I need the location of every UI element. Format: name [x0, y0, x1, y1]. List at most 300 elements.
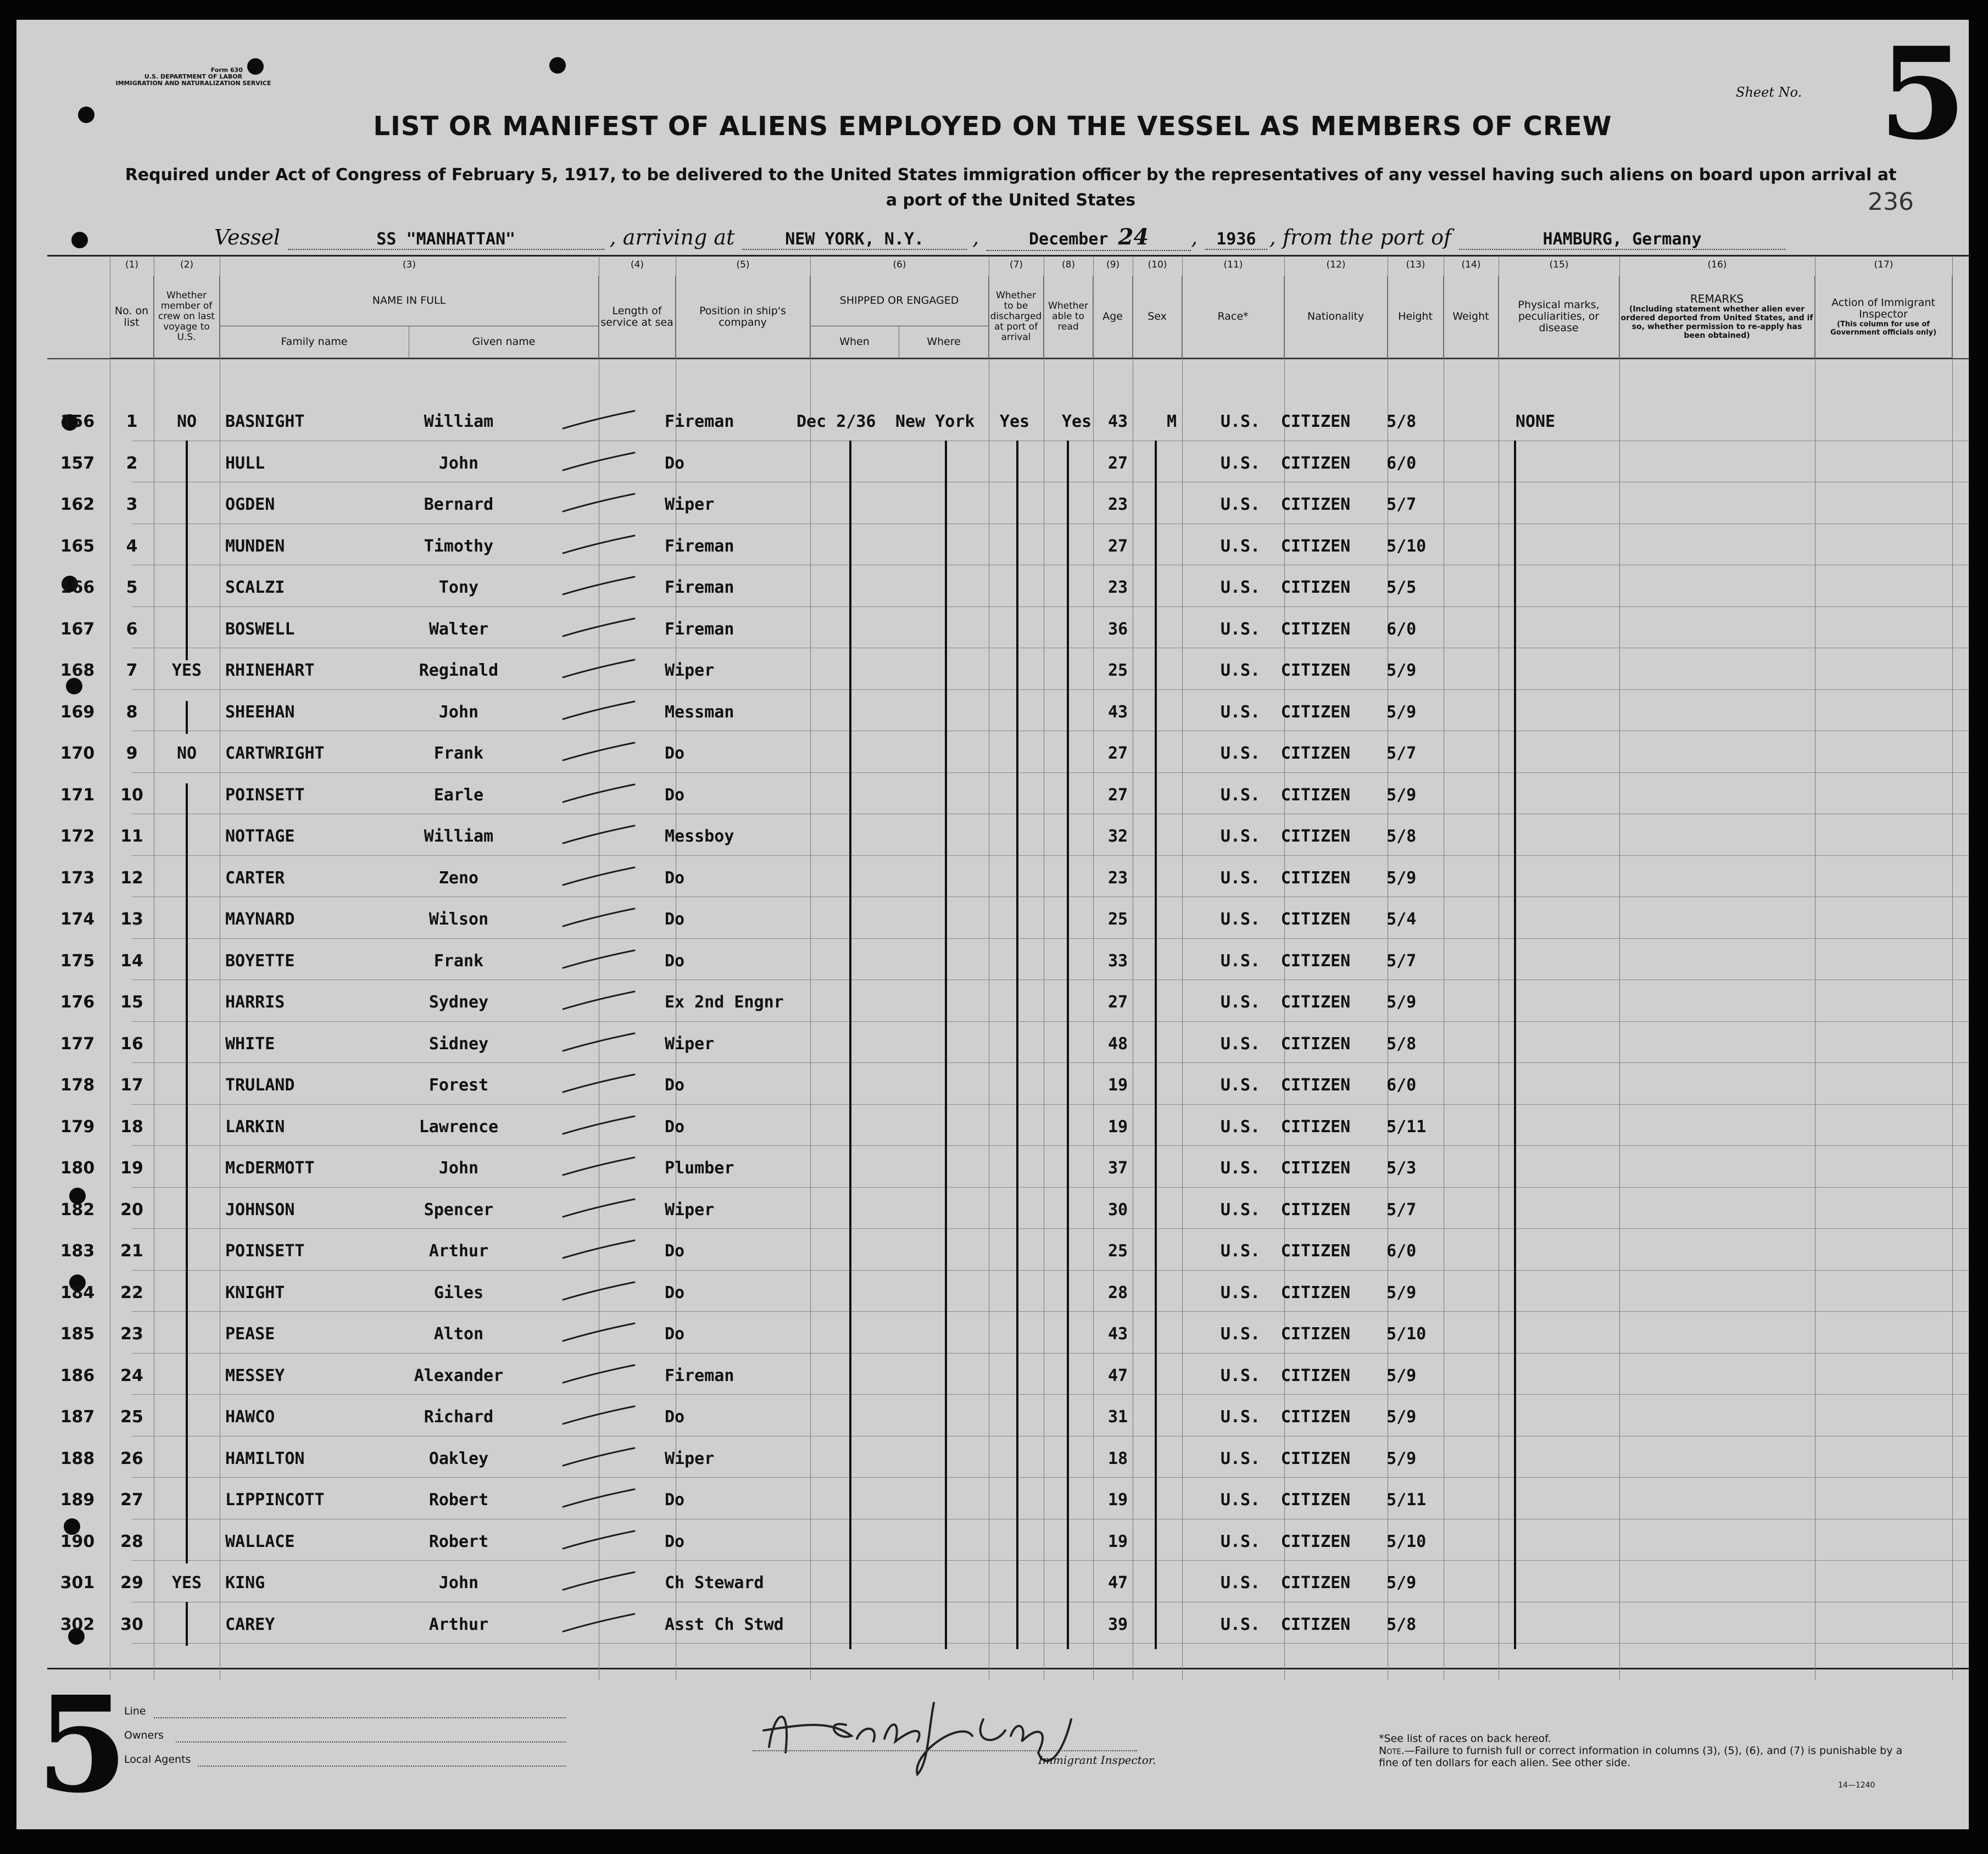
row-number: 23 [120, 1324, 143, 1344]
height: 5/9 [1386, 1283, 1417, 1302]
header-inspector-title: Action of Immigrant Inspector [1831, 296, 1935, 320]
service-tick-mark [558, 1155, 640, 1177]
nationality: CITIZEN [1280, 1449, 1351, 1468]
manifest-page [16, 20, 1969, 1829]
sheet-number: 182 [60, 1200, 95, 1220]
given-name: Reginald [419, 661, 499, 680]
line-label: Line [124, 1705, 146, 1717]
family-name: OGDEN [225, 495, 275, 514]
family-name: CARTER [225, 868, 285, 888]
height: 5/5 [1386, 578, 1417, 597]
height: 5/8 [1386, 1034, 1417, 1054]
race: U.S. [1220, 1117, 1261, 1137]
family-name: CARTWRIGHT [225, 744, 325, 763]
service-tick-mark [558, 409, 640, 431]
age: 25 [1107, 910, 1128, 929]
family-name: POINSETT [225, 1241, 305, 1261]
col-num-16: (16) [1707, 259, 1727, 270]
ditto-line [186, 701, 188, 734]
row-rule [132, 1643, 1969, 1644]
family-name: KING [225, 1573, 265, 1593]
sex: M [1166, 412, 1177, 431]
race: U.S. [1220, 453, 1261, 473]
header-discharged: Whether to be discharged at port of arrival [989, 276, 1044, 358]
family-name: CAREY [225, 1614, 275, 1634]
row-number: 13 [120, 910, 143, 929]
given-name: William [424, 827, 494, 846]
row-number: 1 [126, 412, 138, 431]
given-name: Wilson [428, 910, 489, 929]
vessel-label: Vessel [214, 225, 281, 249]
form-number: Form 630 [210, 66, 243, 74]
nationality: CITIZEN [1280, 1532, 1351, 1551]
service-name: IMMIGRATION AND NATURALIZATION SERVICE [115, 80, 271, 87]
header-no-on-list: No. on list [110, 276, 154, 358]
table-row [16, 1270, 1969, 1312]
family-name: HAWCO [225, 1407, 275, 1427]
row-number: 9 [126, 744, 138, 763]
position: Do [665, 1117, 685, 1137]
table-row [16, 1353, 1969, 1395]
service-tick-mark [558, 1031, 640, 1053]
family-name: TRULAND [225, 1076, 295, 1095]
age: 33 [1107, 951, 1128, 971]
table-row [16, 772, 1969, 814]
given-name: Walter [428, 619, 489, 639]
header-nationality: Nationality [1284, 276, 1388, 358]
row-number: 6 [126, 619, 138, 639]
position: Fireman [665, 1366, 734, 1385]
header-shipped-when: When [810, 326, 899, 358]
given-name: John [438, 1573, 479, 1593]
ditto-line [186, 441, 188, 660]
age: 48 [1107, 1034, 1128, 1054]
height: 5/9 [1386, 661, 1417, 680]
age: 23 [1107, 495, 1128, 514]
position: Do [665, 910, 685, 929]
sheet-number: 174 [60, 910, 95, 929]
col-num-13: (13) [1406, 259, 1425, 270]
arriving-label: , arriving at [609, 225, 735, 249]
height: 5/9 [1386, 785, 1417, 805]
table-row [16, 1602, 1969, 1644]
height: 5/7 [1386, 1200, 1417, 1220]
departure-port: HAMBURG, Germany [1459, 230, 1785, 250]
sheet-number: 190 [60, 1532, 95, 1551]
age: 27 [1107, 453, 1128, 473]
service-tick-mark [558, 1446, 640, 1468]
table-row [16, 1519, 1969, 1561]
header-remarks [1619, 276, 1815, 358]
header-sex: Sex [1133, 276, 1182, 358]
col-num-6: (6) [893, 259, 906, 270]
table-row [16, 731, 1969, 772]
sheet-number: 169 [60, 702, 95, 722]
row-number: 20 [120, 1200, 143, 1220]
height: 5/7 [1386, 951, 1417, 971]
row-number: 17 [120, 1076, 143, 1095]
row-number: 4 [126, 536, 138, 556]
age: 43 [1107, 702, 1128, 722]
header-shipped-where: Where [899, 326, 989, 358]
given-name: Bernard [424, 495, 494, 514]
table-row [16, 689, 1969, 731]
ditto-line [849, 441, 851, 1649]
col-num-9: (9) [1106, 259, 1120, 270]
table-row [16, 1104, 1969, 1146]
sheet-number: 173 [60, 868, 95, 888]
age: 30 [1107, 1200, 1128, 1220]
race: U.S. [1220, 1324, 1261, 1344]
nationality: CITIZEN [1280, 868, 1351, 888]
row-number: 18 [120, 1117, 143, 1137]
age: 27 [1107, 536, 1128, 556]
height: 5/11 [1386, 1490, 1427, 1510]
header-weight: Weight [1444, 276, 1499, 358]
given-name: Frank [433, 951, 484, 971]
position: Do [665, 951, 685, 971]
height: 6/0 [1386, 453, 1417, 473]
race: U.S. [1220, 951, 1261, 971]
nationality: CITIZEN [1280, 993, 1351, 1012]
service-tick-mark [558, 450, 640, 472]
service-tick-mark [558, 823, 640, 845]
age: 25 [1107, 1241, 1128, 1261]
nationality: CITIZEN [1280, 661, 1351, 680]
position: Do [665, 1283, 685, 1302]
col-num-11: (11) [1223, 259, 1243, 270]
family-name: BOSWELL [225, 619, 295, 639]
height: 6/0 [1386, 1076, 1417, 1095]
table-row [16, 1477, 1969, 1519]
given-name: John [438, 702, 479, 722]
stamped-page-number: 236 [1868, 188, 1914, 216]
col-num-14: (14) [1461, 259, 1481, 270]
arrival-day: 24 [1118, 224, 1149, 250]
sheet-number: 157 [60, 453, 95, 473]
table-row [16, 1145, 1969, 1187]
service-tick-mark [558, 741, 640, 762]
table-row [16, 648, 1969, 689]
given-name: Zeno [438, 868, 479, 888]
note-label: Note. [1379, 1745, 1405, 1757]
nationality: CITIZEN [1280, 1034, 1351, 1054]
nationality: CITIZEN [1280, 744, 1351, 763]
position: Wiper [665, 1034, 715, 1054]
age: 43 [1107, 412, 1128, 431]
family-name: HAMILTON [225, 1449, 305, 1468]
position: Do [665, 785, 685, 805]
given-name: Arthur [428, 1241, 489, 1261]
arrival-port: NEW YORK, N.Y. [742, 230, 967, 250]
sheet-number: 156 [60, 412, 95, 431]
sheet-number: 171 [60, 785, 95, 805]
service-tick-mark [558, 1363, 640, 1385]
nationality: CITIZEN [1280, 1573, 1351, 1593]
nationality: CITIZEN [1280, 910, 1351, 929]
position: Do [665, 1076, 685, 1095]
family-name: SCALZI [225, 578, 285, 597]
age: 47 [1107, 1366, 1128, 1385]
height: 5/10 [1386, 536, 1427, 556]
height: 5/9 [1386, 1573, 1417, 1593]
nationality: CITIZEN [1280, 1324, 1351, 1344]
row-number: 27 [120, 1490, 143, 1510]
nationality: CITIZEN [1280, 578, 1351, 597]
position: Messman [665, 702, 734, 722]
given-name: Frank [433, 744, 484, 763]
ditto-line [1155, 441, 1157, 1649]
race: U.S. [1220, 1076, 1261, 1095]
footer-note [1379, 1733, 1906, 1769]
age: 23 [1107, 868, 1128, 888]
race: U.S. [1220, 1283, 1261, 1302]
sheet-number: 301 [60, 1573, 95, 1593]
col-num-4: (4) [630, 259, 644, 270]
row-number: 14 [120, 951, 143, 971]
sheet-number: 188 [60, 1449, 95, 1468]
height: 5/9 [1386, 993, 1417, 1012]
punch-hole [71, 232, 88, 248]
service-tick-mark [558, 492, 640, 514]
row-number: 7 [126, 661, 138, 680]
given-name: Alton [433, 1324, 484, 1344]
age: 19 [1107, 1076, 1128, 1095]
height: 5/9 [1386, 702, 1417, 722]
height: 5/11 [1386, 1117, 1427, 1137]
position: Messboy [665, 827, 734, 846]
table-row [16, 938, 1969, 980]
nationality: CITIZEN [1280, 827, 1351, 846]
header-inspector-action [1815, 276, 1952, 358]
header-height: Height [1388, 276, 1444, 358]
col-num-10: (10) [1148, 259, 1167, 270]
physical-marks: NONE [1515, 412, 1556, 431]
position: Do [665, 1241, 685, 1261]
race: U.S. [1220, 910, 1261, 929]
sheet-number: 185 [60, 1324, 95, 1344]
table-row [16, 565, 1969, 606]
height: 5/7 [1386, 744, 1417, 763]
age: 43 [1107, 1324, 1128, 1344]
given-name: Giles [433, 1283, 484, 1302]
table-row [16, 1394, 1969, 1436]
service-tick-mark [558, 1321, 640, 1343]
race: U.S. [1220, 868, 1261, 888]
table-row [16, 1228, 1969, 1270]
col-num-12: (12) [1326, 259, 1346, 270]
service-tick-mark [558, 575, 640, 597]
department-name: U.S. DEPARTMENT OF LABOR [144, 73, 243, 80]
header-family-name: Family name [220, 326, 409, 358]
table-row [16, 1436, 1969, 1478]
race: U.S. [1220, 702, 1261, 722]
col-num-17: (17) [1874, 259, 1894, 270]
table-row [16, 1560, 1969, 1602]
height: 5/4 [1386, 910, 1417, 929]
service-tick-mark [558, 865, 640, 887]
note-text: —Failure to furnish full or correct information in columns (3), (5), (6), and (7) is punishable by a fine of ten dollars for each alien. See other side. [1379, 1745, 1903, 1769]
inspector-label: Immigrant Inspector. [1038, 1753, 1156, 1767]
row-number: 26 [120, 1449, 143, 1468]
service-tick-mark [558, 699, 640, 721]
header-race: Race* [1182, 276, 1284, 358]
col-num-1: (1) [125, 259, 139, 270]
arrival-date [987, 224, 1191, 251]
row-number: 24 [120, 1366, 143, 1385]
ditto-line [1514, 441, 1516, 1649]
age: 18 [1107, 1449, 1128, 1468]
family-name: WHITE [225, 1034, 275, 1054]
table-row [16, 855, 1969, 897]
punch-hole [549, 57, 566, 74]
given-name: Alexander [414, 1366, 504, 1385]
shipped-where: New York [895, 412, 975, 431]
table-row [16, 1187, 1969, 1229]
discharged: Yes [999, 412, 1030, 431]
header-physical-marks: Physical marks, peculiarities, or disease [1499, 276, 1619, 358]
family-name: BASNIGHT [225, 412, 305, 431]
previous-voyage: NO [176, 744, 197, 763]
nationality: CITIZEN [1280, 453, 1351, 473]
table-row [16, 441, 1969, 482]
family-name: BOYETTE [225, 951, 295, 971]
position: Plumber [665, 1159, 734, 1178]
col-num-8: (8) [1061, 259, 1076, 270]
sheet-number: 172 [60, 827, 95, 846]
ditto-line [186, 1602, 188, 1646]
height: 5/9 [1386, 1449, 1417, 1468]
race: U.S. [1220, 1573, 1261, 1593]
service-tick-mark [558, 1612, 640, 1634]
sheet-number: 168 [60, 661, 95, 680]
race: U.S. [1220, 412, 1261, 431]
position: Fireman [665, 412, 734, 431]
age: 39 [1107, 1614, 1128, 1634]
age: 23 [1107, 578, 1128, 597]
sheet-number-bottom: 5 [36, 1667, 128, 1822]
family-name: WALLACE [225, 1532, 295, 1551]
header-inspector-note: (This column for use of Government officials only) [1830, 320, 1937, 337]
sheet-number: 189 [60, 1490, 95, 1510]
row-number: 30 [120, 1614, 143, 1634]
given-name: Robert [428, 1532, 489, 1551]
service-tick-mark [558, 1570, 640, 1592]
position: Do [665, 453, 685, 473]
given-name: Earle [433, 785, 484, 805]
row-number: 11 [120, 827, 143, 846]
race: U.S. [1220, 827, 1261, 846]
nationality: CITIZEN [1280, 495, 1351, 514]
race: U.S. [1220, 1490, 1261, 1510]
col-num-5: (5) [736, 259, 750, 270]
vessel-name: SS "MANHATTAN" [288, 230, 604, 250]
height: 6/0 [1386, 619, 1417, 639]
row-number: 15 [120, 993, 143, 1012]
row-number: 16 [120, 1034, 143, 1054]
sheet-number: 177 [60, 1034, 95, 1054]
race: U.S. [1220, 661, 1261, 680]
ditto-line [1067, 441, 1069, 1649]
header-remarks-title: REMARKS [1690, 292, 1744, 305]
service-tick-mark [558, 1238, 640, 1260]
family-name: LIPPINCOTT [225, 1490, 325, 1510]
table-row [16, 897, 1969, 938]
row-number: 3 [126, 495, 138, 514]
family-name: LARKIN [225, 1117, 285, 1137]
age: 19 [1107, 1117, 1128, 1137]
race: U.S. [1220, 1407, 1261, 1427]
service-tick-mark [558, 1404, 640, 1426]
header-given-name: Given name [409, 326, 599, 358]
table-row [16, 524, 1969, 565]
col-num-2: (2) [180, 259, 194, 270]
given-name: Forest [428, 1076, 489, 1095]
sheet-number: 187 [60, 1407, 95, 1427]
row-number: 12 [120, 868, 143, 888]
header-name-in-full: NAME IN FULL [220, 276, 599, 326]
arrival-month: December [1028, 230, 1109, 249]
position: Wiper [665, 1449, 715, 1468]
position: Ex 2nd Engnr [665, 993, 784, 1012]
table-row [16, 1021, 1969, 1063]
race: U.S. [1220, 1034, 1261, 1054]
race: U.S. [1220, 1200, 1261, 1220]
age: 19 [1107, 1532, 1128, 1551]
owners-label: Owners [124, 1729, 164, 1741]
row-number: 28 [120, 1532, 143, 1551]
print-code: 14—1240 [1838, 1781, 1875, 1790]
header-able-to-read: Whether able to read [1044, 276, 1093, 358]
row-number: 29 [120, 1573, 143, 1593]
given-name: William [424, 412, 494, 431]
table-row [16, 606, 1969, 648]
local-agents-label: Local Agents [124, 1753, 191, 1766]
col-num-7: (7) [1009, 259, 1023, 270]
age: 27 [1107, 993, 1128, 1012]
height: 5/8 [1386, 827, 1417, 846]
service-tick-mark [558, 533, 640, 555]
nationality: CITIZEN [1280, 785, 1351, 805]
given-name: John [438, 1159, 479, 1178]
header-position: Position in ship's company [676, 276, 810, 358]
races-note: *See list of races on back hereof. [1379, 1733, 1551, 1745]
family-name: MUNDEN [225, 536, 285, 556]
service-tick-mark [558, 616, 640, 638]
sheet-number: 183 [60, 1241, 95, 1261]
ditto-line [945, 441, 947, 1649]
race: U.S. [1220, 1241, 1261, 1261]
header-shipped-engaged: SHIPPED OR ENGAGED [810, 276, 989, 326]
given-name: Tony [438, 578, 479, 597]
position: Do [665, 868, 685, 888]
header-previous-voyage: Whether member of crew on last voyage to U.S. [154, 276, 220, 358]
ditto-line [186, 783, 188, 1563]
sheet-number: 176 [60, 993, 95, 1012]
sheet-no-label: Sheet No. [1736, 85, 1802, 100]
table-row [16, 482, 1969, 524]
family-name: HULL [225, 453, 265, 473]
from-port-label: , from the port of [1269, 225, 1452, 249]
row-number: 25 [120, 1407, 143, 1427]
table-row [16, 979, 1969, 1021]
nationality: CITIZEN [1280, 1407, 1351, 1427]
race: U.S. [1220, 1614, 1261, 1634]
position: Fireman [665, 619, 734, 639]
arrival-year: 1936 [1205, 230, 1267, 250]
row-number: 21 [120, 1241, 143, 1261]
height: 5/9 [1386, 868, 1417, 888]
